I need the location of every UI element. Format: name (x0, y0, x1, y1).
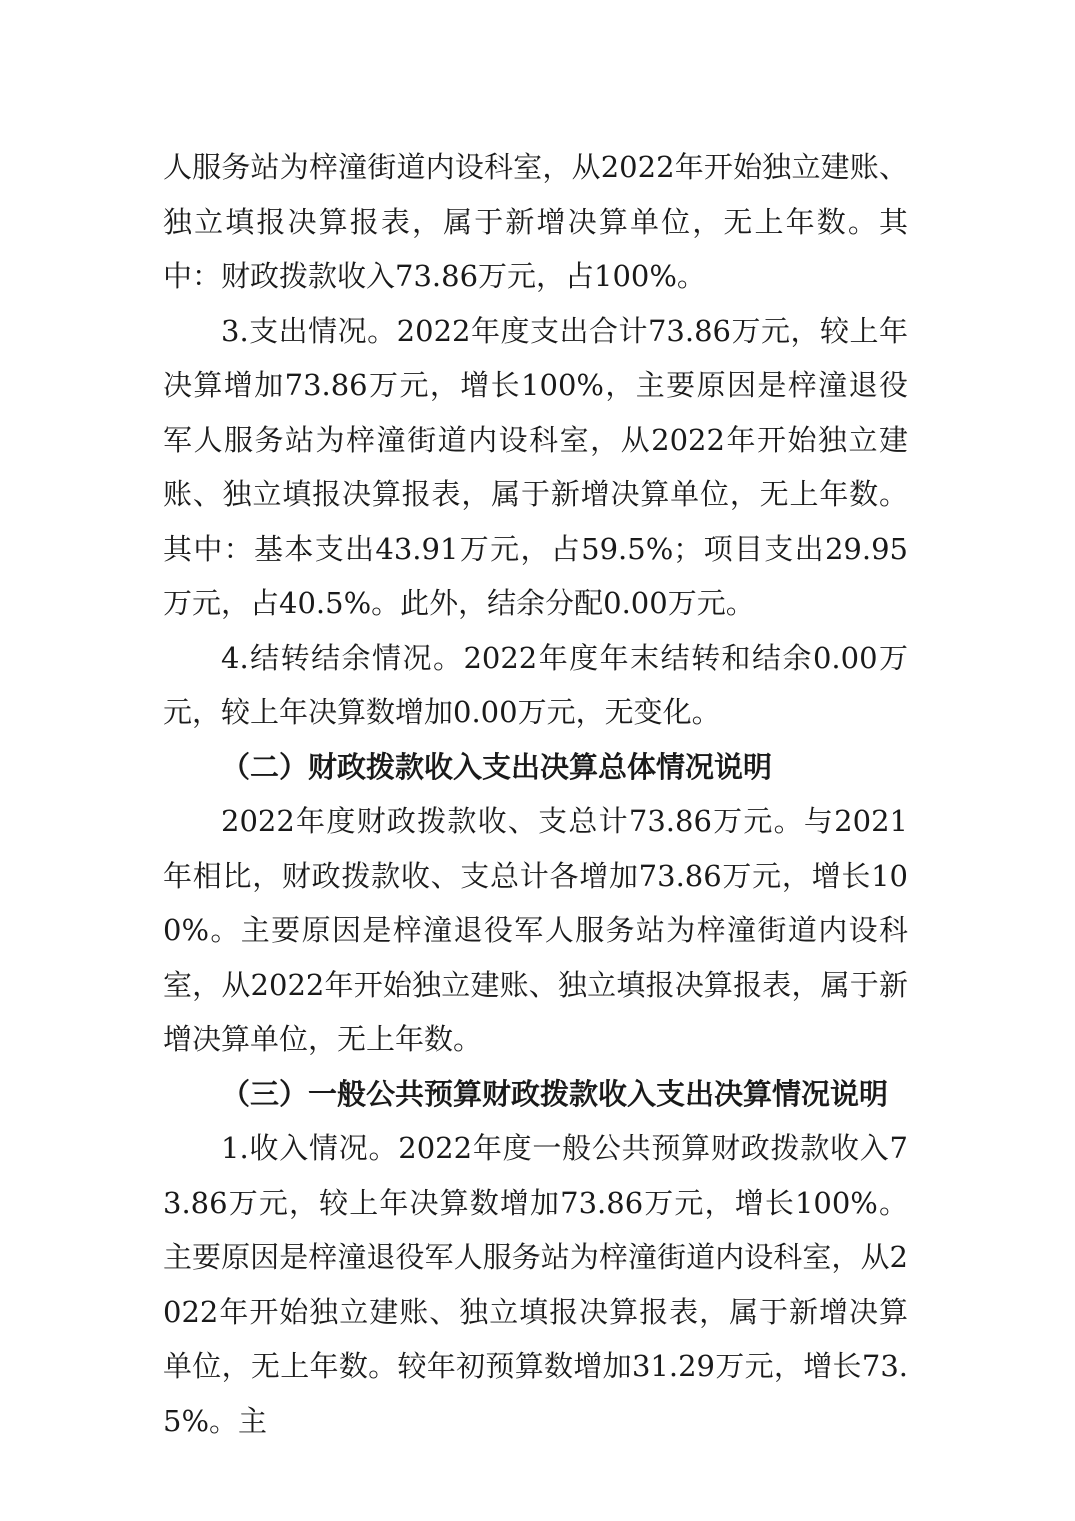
paragraph-carryover: 4.结转结余情况。2022年度年末结转和结余0.00万元，较上年决算数增加0.00万元，无变化。 (163, 640, 908, 729)
paragraph-income-continued: 人服务站为梓潼街道内设科室，从2022年开始独立建账、独立填报决算报表，属于新增决算单位，无上年数。其中：财政拨款收入73.86万元，占100%。 (163, 150, 908, 293)
paragraph-fiscal-total: 2022年度财政拨款收、支总计73.86万元。与2021年相比，财政拨款收、支总计各增加73.86万元，增长100%。主要原因是梓潼退役军人服务站为梓潼街道内设科室，从2022年开始独立建账、独立填报决算报表，属于新增决算单位，无上年数。 (163, 804, 908, 1056)
section-heading-general-budget: （三）一般公共预算财政拨款收入支出决算情况说明 (221, 1076, 889, 1111)
section-heading-fiscal-overview: （二）财政拨款收入支出决算总体情况说明 (221, 749, 773, 784)
paragraph-expenditure: 3.支出情况。2022年度支出合计73.86万元，较上年决算增加73.86万元，增长100%，主要原因是梓潼退役军人服务站为梓潼街道内设科室，从2022年开始独立建账、独立填报决算报表，属于新增决算单位，无上年数。其中：基本支出43.91万元，占59.5%；项目支出29.95万元，占40.5%。此外，结余分配0.00万元。 (163, 313, 908, 620)
paragraph-general-budget-income: 1.收入情况。2022年度一般公共预算财政拨款收入73.86万元，较上年决算数增加73.86万元，增长100%。主要原因是梓潼退役军人服务站为梓潼街道内设科室，从2022年开始独立建账、独立填报决算报表，属于新增决算单位，无上年数。较年初预算数增加31.29万元，增长73.5%。主 (163, 1131, 908, 1438)
document-body (163, 140, 908, 1448)
